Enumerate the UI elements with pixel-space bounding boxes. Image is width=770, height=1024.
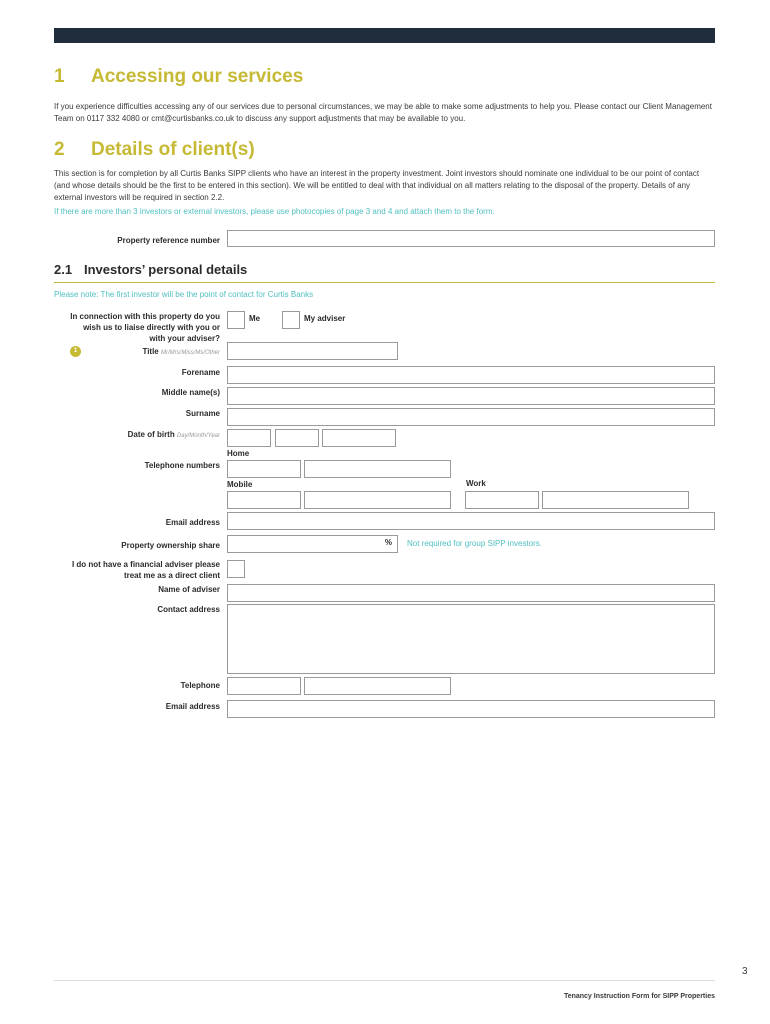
title-label-text: Title [142,347,159,356]
investor-number-badge: 1 [70,346,81,357]
adviser-telephone-label: Telephone [180,681,220,690]
mobile-phone-code-input[interactable] [227,491,301,509]
forename-label: Forename [181,368,220,377]
section-2-number: 2 [54,139,65,160]
forename-input[interactable] [227,366,715,384]
section-2-1-title: Investors’ personal details [84,262,248,277]
ownership-share-note: Not required for group SIPP investors. [407,539,543,548]
section-1-text: If you experience difficulties accessing any of our services due to personal circumstances, we may be able to make some adjustments to help you. Please contact our Client Management Team on 0117 332 4080 or cmt@curtisbanks.co.uk to discuss any support adjustments that may be available to you. [54,102,712,123]
section-2-heading [54,139,255,161]
no-adviser-label: I do not have a financial adviser please treat me as a direct client [71,560,220,580]
work-phone-number-input[interactable] [542,491,689,509]
ownership-share-label: Property ownership share [121,541,220,550]
telephone-numbers-label: Telephone numbers [144,461,220,470]
section-2-1-number: 2.1 [54,262,73,277]
contact-address-input[interactable] [227,604,715,674]
dob-label [128,429,220,442]
middle-name-label: Middle name(s) [161,388,220,397]
adviser-name-label: Name of adviser [158,585,220,594]
ownership-share-input[interactable] [227,535,398,553]
home-phone-number-input[interactable] [304,460,451,478]
mobile-phone-label: Mobile [227,480,253,489]
section-2-1-note: Please note: The first investor will be the point of contact for Curtis Banks [54,290,314,299]
adviser-phone-code-input[interactable] [227,677,301,695]
section-2-note: If there are more than 3 investors or external investors, please use photocopies of page 3 and 4 and attach them to the form. [54,207,495,216]
work-phone-code-input[interactable] [465,491,539,509]
home-phone-label: Home [227,449,250,458]
no-adviser-checkbox[interactable] [227,560,245,578]
footer-title: Tenancy Instruction Form for SIPP Properties [563,993,715,1000]
dob-year-input[interactable] [322,429,396,447]
percent-symbol: % [384,538,392,547]
liaise-question-label: In connection with this property do you wish us to liaise directly with you or with your adviser? [70,312,220,343]
section-2-text: This section is for completion by all Curtis Banks SIPP clients who have an interest in the property investment. Joint investors should nominate one individual to be our point of contact (and whose details should be the first to be entered in this section). We will be entitled to deal with that individual on all matters relating to the disposal of the property. Details of any external investors will be required in section 2.2. [54,169,700,202]
footer-divider [54,980,715,981]
email-label: Email address [165,518,220,527]
email-input[interactable] [227,512,715,530]
adviser-email-label: Email address [165,702,220,711]
liaise-me-checkbox[interactable] [227,311,245,329]
liaise-adviser-checkbox[interactable] [282,311,300,329]
title-hint: Mr/Mrs/Miss/Ms/Other [161,350,220,356]
work-phone-label: Work [466,479,486,488]
adviser-phone-number-input[interactable] [304,677,451,695]
property-ref-label: Property reference number [117,236,220,245]
adviser-email-input[interactable] [227,700,715,718]
section-1-heading [54,66,303,88]
contact-address-label: Contact address [157,605,220,614]
section-divider [54,282,715,283]
surname-input[interactable] [227,408,715,426]
dob-hint: Day/Month/Year [176,433,220,439]
mobile-phone-number-input[interactable] [304,491,451,509]
middle-name-input[interactable] [227,387,715,405]
title-input[interactable] [227,342,398,360]
header-bar [54,28,715,43]
section-2-1-heading [54,262,247,277]
home-phone-code-input[interactable] [227,460,301,478]
dob-month-input[interactable] [275,429,319,447]
page-number: 3 [742,966,748,977]
liaise-adviser-label: My adviser [304,314,346,323]
dob-label-text: Date of birth [127,430,175,439]
property-ref-input[interactable] [227,230,715,247]
liaise-me-label: Me [249,314,261,323]
section-1-title: Accessing our services [91,66,304,87]
adviser-name-input[interactable] [227,584,715,602]
section-1-number: 1 [54,66,65,87]
surname-label: Surname [185,409,220,418]
section-2-title: Details of client(s) [91,139,255,160]
title-label [142,346,220,359]
dob-day-input[interactable] [227,429,271,447]
